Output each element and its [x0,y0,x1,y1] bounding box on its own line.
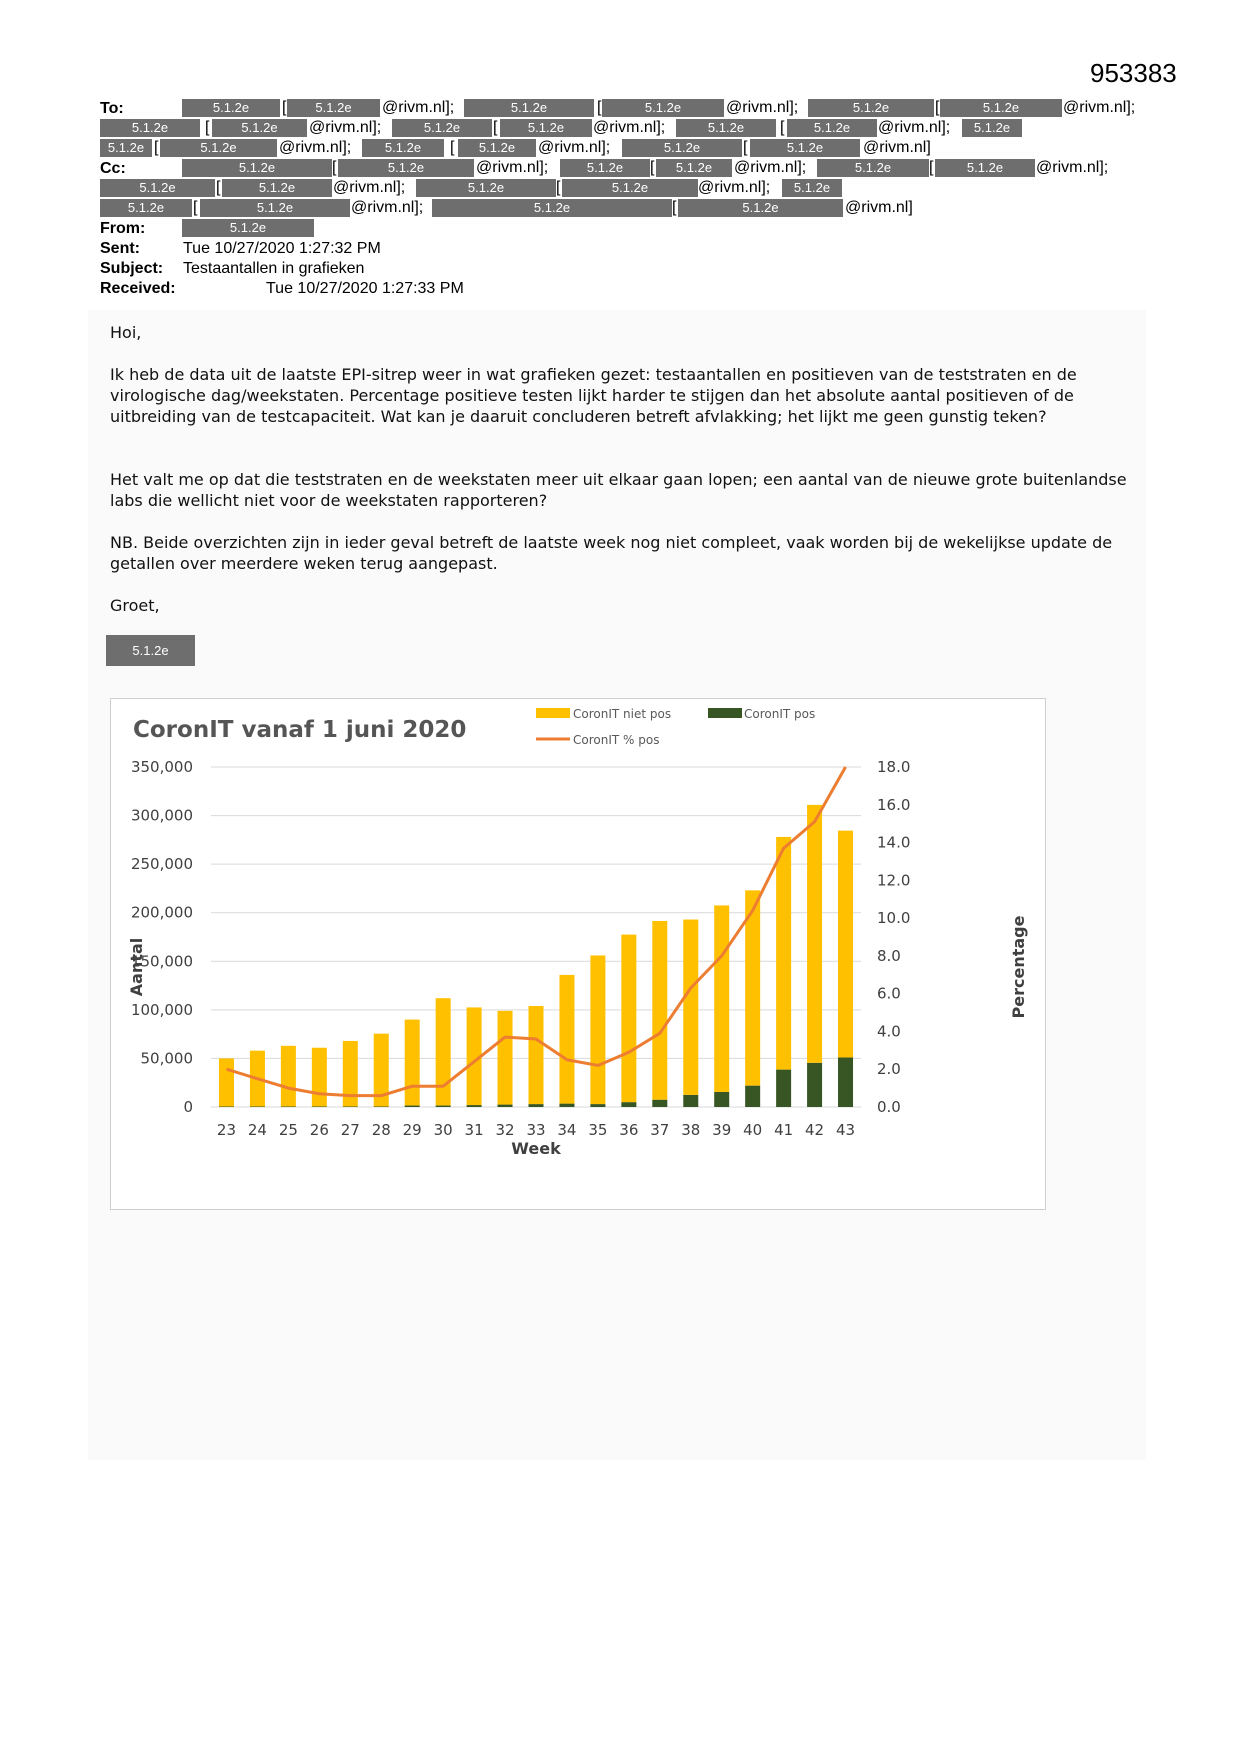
bracket-text: [ [650,159,655,176]
redaction-box: 5.1.2e [935,159,1035,177]
y2-tick-label: 12.0 [877,871,911,890]
x-tick-label: 32 [495,1121,515,1139]
bracket-text: [ [332,159,337,176]
from-label: From: [100,220,146,237]
x-tick-label: 37 [650,1121,670,1139]
bar-niet-pos [714,905,729,1092]
received-label: Received: [100,280,176,297]
bar-niet-pos [683,920,698,1095]
bar-pos [436,1106,451,1107]
redaction-box: 5.1.2e [222,179,332,197]
email-domain: @rivm.nl]; [309,119,382,136]
redaction-box: 5.1.2e [100,119,200,137]
x-tick-label: 25 [278,1121,298,1139]
x-tick-label: 31 [464,1121,484,1139]
y2-axis-label: Percentage [1009,915,1028,1019]
email-domain-end: @rivm.nl] [863,139,931,156]
y-tick-label: 350,000 [130,758,193,776]
x-tick-label: 24 [247,1121,267,1139]
bracket-text: [ [556,179,561,196]
y-tick-label: 150,000 [130,952,193,971]
redaction-box: 5.1.2e [182,159,332,177]
redaction-box: 5.1.2e [100,179,215,197]
chart-container [110,698,1046,1210]
bar-niet-pos [405,1020,420,1106]
email-domain: @rivm.nl]; [279,139,352,156]
x-tick-label: 40 [743,1121,763,1139]
redaction-box: 5.1.2e [362,139,444,157]
from-redaction: 5.1.2e [182,219,314,237]
redaction-box: 5.1.2e [458,139,536,157]
y2-tick-label: 8.0 [877,946,901,965]
bracket-text: [ [935,99,940,116]
bar-niet-pos [776,837,791,1070]
bracket-text: [ [282,99,287,116]
y2-tick-label: 16.0 [877,795,911,814]
bracket-text: [ [929,159,934,176]
email-domain: @rivm.nl]; [1063,99,1136,116]
email-domain: @rivm.nl]; [878,119,951,136]
bracket-text: [ [597,99,602,116]
x-tick-label: 28 [371,1121,391,1139]
redaction-box: 5.1.2e [962,119,1022,137]
received-value: Tue 10/27/2020 1:27:33 PM [266,280,464,297]
bar-niet-pos [498,1011,513,1105]
document-number: 953383 [1090,58,1177,88]
cc-label: Cc: [100,160,126,177]
bar-pos [776,1070,791,1107]
y-tick-label: 300,000 [130,806,193,825]
email-domain: @rivm.nl]; [726,99,799,116]
y2-tick-label: 0.0 [877,1098,901,1116]
x-tick-label: 29 [402,1121,422,1139]
bar-niet-pos [529,1006,544,1104]
bar-pos [652,1100,667,1107]
bar-pos [529,1104,544,1107]
bar-pos [838,1057,853,1107]
redaction-box: 5.1.2e [560,159,650,177]
bar-pos [467,1105,482,1107]
signature-redaction: 5.1.2e [106,635,195,666]
x-tick-label: 42 [805,1121,825,1139]
bracket-text: [ [672,199,677,216]
y-axis-label: Aantal [127,937,146,997]
y2-tick-label: 10.0 [877,909,911,928]
y-tick-label: 250,000 [130,855,193,874]
x-tick-label: 38 [681,1121,701,1139]
x-tick-label: 41 [774,1121,794,1139]
redaction-box: 5.1.2e [787,119,877,137]
y2-tick-label: 4.0 [877,1022,901,1041]
y2-tick-label: 6.0 [877,984,901,1003]
redaction-box: 5.1.2e [678,199,843,217]
email-domain: @rivm.nl]; [538,139,611,156]
to-label: To: [100,100,124,117]
x-tick-label: 27 [340,1121,360,1139]
y-tick-label: 0 [183,1098,193,1116]
legend-swatch-niet-pos [536,708,570,718]
redaction-box: 5.1.2e [182,99,280,117]
subject-value: Testaantallen in grafieken [183,260,365,277]
redaction-box: 5.1.2e [940,99,1062,117]
bracket-text: [ [493,119,498,136]
legend-swatch-pos [708,708,742,718]
email-domain: @rivm.nl]; [734,159,807,176]
redaction-box: 5.1.2e [100,199,192,217]
sent-label: Sent: [100,240,140,257]
y2-tick-label: 18.0 [877,758,911,776]
x-tick-label: 39 [712,1121,732,1139]
email-domain: @rivm.nl]; [351,199,424,216]
bar-niet-pos [559,975,574,1104]
bracket-text: [ [780,119,785,136]
bar-niet-pos [807,805,822,1063]
coronit-chart [111,699,1045,1209]
x-tick-label: 35 [588,1121,608,1139]
closing: Groet, [110,596,160,615]
bracket-text: [ [193,199,198,216]
x-tick-label: 36 [619,1121,639,1139]
bar-niet-pos [219,1058,234,1106]
email-domain: @rivm.nl]; [333,179,406,196]
bar-pos [807,1063,822,1107]
bar-pos [714,1092,729,1107]
x-tick-label: 30 [433,1121,453,1139]
redaction-box: 5.1.2e [656,159,732,177]
redaction-box: 5.1.2e [500,119,592,137]
bar-niet-pos [590,955,605,1104]
bar-pos [683,1095,698,1107]
redaction-box: 5.1.2e [287,99,380,117]
email-domain: @rivm.nl]; [1036,159,1109,176]
bracket-text: [ [216,179,221,196]
paragraph-3: NB. Beide overzichten zijn in ieder geval betreft de laatste week nog niet compleet, vaak worden bij de wekelijkse update de getallen over meerdere weken terug aangepast. [110,533,1113,573]
redaction-box: 5.1.2e [817,159,929,177]
redaction-box: 5.1.2e [212,119,307,137]
bracket-text: [ [450,139,455,156]
subject-label: Subject: [100,260,164,277]
paragraph-2: Het valt me op dat die teststraten en de weekstaten meer uit elkaar gaan lopen; een aantal van de nieuwe grote buitenlandse labs die wellicht niet voor de weekstaten rapporteren? [110,470,1127,510]
bar-niet-pos [621,935,636,1103]
redaction-box: 5.1.2e [808,99,934,117]
redaction-box: 5.1.2e [432,199,672,217]
redaction-box: 5.1.2e [338,159,474,177]
email-domain: @rivm.nl]; [593,119,666,136]
x-axis-label: Week [511,1139,561,1158]
bar-niet-pos [838,831,853,1058]
legend-label-pct: CoronIT % pos [573,733,660,747]
bar-pos [621,1102,636,1107]
bar-niet-pos [436,998,451,1105]
redaction-box: 5.1.2e [750,139,860,157]
bar-pos [559,1104,574,1107]
y-tick-label: 100,000 [130,1000,193,1019]
redaction-box: 5.1.2e [782,179,842,197]
x-tick-label: 33 [526,1121,546,1139]
x-tick-label: 43 [835,1121,856,1139]
greeting: Hoi, [110,323,142,342]
redaction-box: 5.1.2e [464,99,594,117]
bar-pos [745,1086,760,1107]
x-tick-label: 34 [557,1121,577,1139]
email-domain-end: @rivm.nl] [845,199,913,216]
bar-niet-pos [312,1048,327,1107]
redaction-box: 5.1.2e [200,199,350,217]
bracket-text: [ [743,139,748,156]
redaction-box: 5.1.2e [160,139,277,157]
bar-pos [498,1105,513,1107]
redaction-box: 5.1.2e [100,139,152,157]
legend-label-pos: CoronIT pos [744,707,816,721]
bar-niet-pos [652,921,667,1100]
sent-value: Tue 10/27/2020 1:27:32 PM [183,240,381,257]
x-tick-label: 23 [216,1121,237,1139]
y2-tick-label: 14.0 [877,833,911,852]
email-domain: @rivm.nl]; [698,179,771,196]
y-tick-label: 200,000 [130,903,193,922]
chart-legend [536,707,815,747]
chart-title: CoronIT vanaf 1 juni 2020 [133,717,467,743]
redaction-box: 5.1.2e [562,179,698,197]
bar-pos [590,1104,605,1107]
paragraph-1: Ik heb de data uit de laatste EPI-sitrep weer in wat grafieken gezet: testaantallen en positieven van de teststraten en de virologische dag/weekstaten. Percentage positieve testen lijkt harder te stijgen dan het absolute aantal positieven of de uitbreiding van de testcapaciteit. Wat kan je daaruit concluderen betreft afvlakking; het lijkt me geen gunstig teken? [110,365,1077,426]
y-tick-label: 50,000 [140,1049,193,1068]
redaction-box: 5.1.2e [676,119,776,137]
y2-tick-label: 2.0 [877,1060,901,1079]
redaction-box: 5.1.2e [416,179,556,197]
redaction-box: 5.1.2e [602,99,724,117]
email-domain: @rivm.nl]; [382,99,455,116]
bar-niet-pos [281,1046,296,1107]
redaction-box: 5.1.2e [392,119,492,137]
email-domain: @rivm.nl]; [476,159,549,176]
redaction-box: 5.1.2e [622,139,742,157]
bar-pos [405,1106,420,1107]
x-tick-label: 26 [309,1121,329,1139]
bracket-text: [ [154,139,159,156]
bracket-text: [ [205,119,210,136]
legend-label-niet-pos: CoronIT niet pos [573,707,672,721]
